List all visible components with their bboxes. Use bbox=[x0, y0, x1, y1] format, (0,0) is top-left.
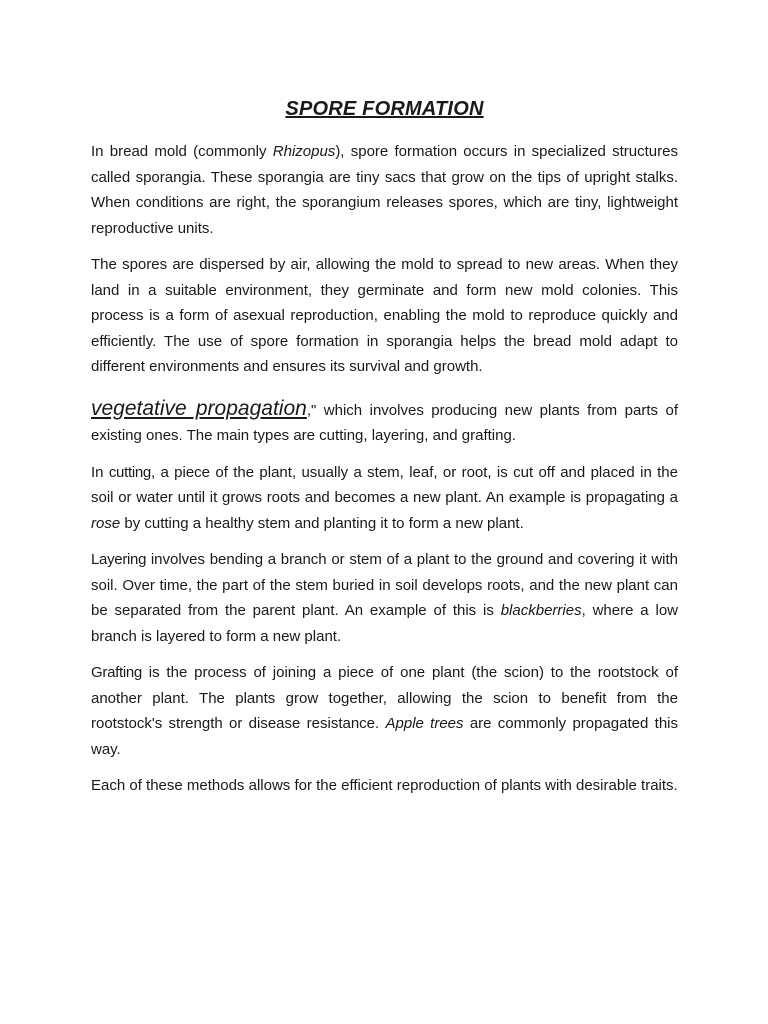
document-page bbox=[91, 94, 678, 810]
term-grafting: Grafting bbox=[91, 664, 142, 681]
p4-example-rose: rose bbox=[91, 514, 121, 532]
p1-text-a: In bread mold (commonly bbox=[91, 143, 273, 160]
term-layering: Layering bbox=[91, 551, 147, 568]
p6-example-apple-trees: Apple trees bbox=[385, 715, 464, 732]
paragraph-vegetative-propagation bbox=[91, 396, 678, 449]
vegetative-propagation-heading: vegetative propagation bbox=[91, 396, 307, 420]
p5-text-b: , where a low branch is layered to form a new plant. bbox=[91, 602, 678, 645]
p6-text-a: is the process of joining a piece of one plant (the scion) to the rootstock of another plant. The plants grow together, allowing the scion to benefit from the rootstock's strength or disease resistance. bbox=[91, 664, 678, 732]
p4-text-c: by cutting a healthy stem and planting it to form a new plant. bbox=[120, 514, 524, 532]
p1-text-c: ), spore formation occurs in specialized structures called sporangia. These sporangia are tiny sacs that grow on the tips of upright stalks. When conditions are right, the sporangium releases spores, which are tiny, lightweight reproductive units. bbox=[91, 143, 678, 237]
paragraph-bread-mold bbox=[91, 139, 678, 241]
paragraph-conclusion: Each of these methods allows for the efficient reproduction of plants with desirable traits. bbox=[91, 777, 678, 794]
p4-text-a: In bbox=[91, 463, 109, 481]
p3-text-rest: ," which involves producing new plants from parts of existing ones. The main types are cutting, layering, and grafting. bbox=[91, 401, 678, 444]
document-title: SPORE FORMATION bbox=[285, 98, 484, 120]
paragraph-grafting bbox=[91, 660, 678, 762]
paragraph-spore-dispersal: The spores are dispersed by air, allowing the mold to spread to new areas. When they land in a suitable environment, they germinate and form new mold colonies. This process is a form of asexual reproduction, enabling the mold to reproduce quickly and efficiently. The use of spore formation in sporangia helps the bread mold adapt to different environments and ensures its survival and growth. bbox=[91, 256, 678, 375]
p5-example-blackberries: blackberries bbox=[500, 602, 582, 619]
p1-species-name: Rhizopus bbox=[272, 143, 336, 160]
p5-text-a: involves bending a branch or stem of a plant to the ground and covering it with soil. Over time, the part of the stem buried in soil develops roots, and the new plant can be separated from the parent plant. An example of this is bbox=[91, 551, 678, 619]
p6-text-b: are commonly propagated this way. bbox=[91, 715, 678, 758]
paragraph-cutting bbox=[91, 460, 678, 537]
paragraph-layering bbox=[91, 547, 678, 649]
term-cutting: cutting bbox=[108, 463, 151, 481]
p4-text-b: , a piece of the plant, usually a stem, leaf, or root, is cut off and placed in the soil or water until it grows roots and becomes a new plant. An example is propagating a bbox=[91, 463, 678, 506]
